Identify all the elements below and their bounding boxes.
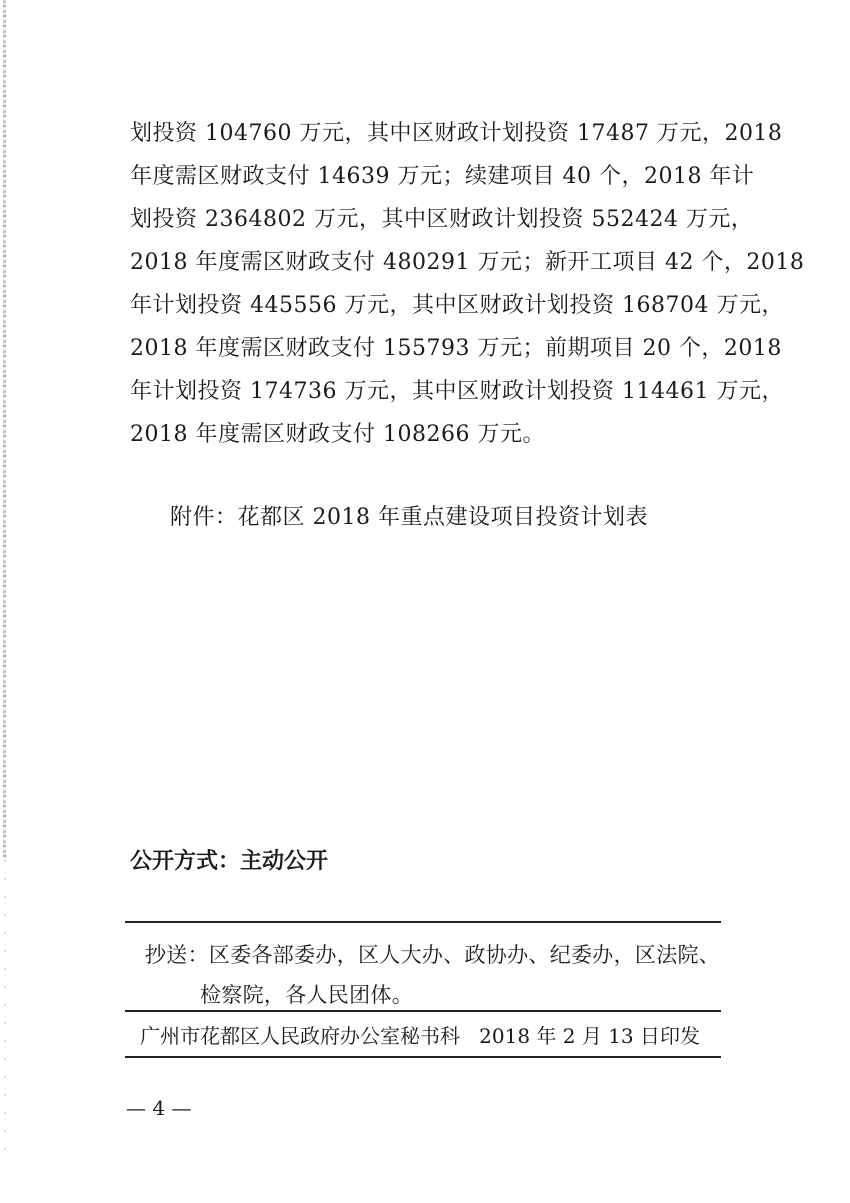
divider-middle [125, 1010, 721, 1012]
body-line: 2018 年度需区财政支付 480291 万元；新开工项目 42 个，2018 [130, 250, 805, 275]
cc-recipients [145, 935, 721, 1015]
body-line: 年计划投资 174736 万元，其中区财政计划投资 114461 万元， [130, 379, 784, 404]
divider-bottom [125, 1056, 721, 1058]
scan-binding-edge-lower [4, 860, 6, 1160]
body-line: 2018 年度需区财政支付 108266 万元。 [130, 422, 545, 447]
page-number: — 4 — [126, 1096, 192, 1120]
issuer-office: 广州市花都区人民政府办公室秘书科 [140, 1024, 460, 1048]
issue-date: 2018 年 2 月 13 日印发 [479, 1024, 700, 1048]
cc-line-2: 检察院，各人民团体。 [200, 983, 413, 1007]
disclosure-method: 公开方式：主动公开 [130, 849, 329, 874]
divider-top [125, 921, 721, 923]
scan-binding-edge [3, 0, 6, 860]
body-line: 划投资 104760 万元，其中区财政计划投资 17487 万元，2018 [130, 121, 783, 146]
issuer-row [140, 1018, 700, 1054]
body-paragraph [130, 112, 805, 456]
body-line: 年计划投资 445556 万元，其中区财政计划投资 168704 万元， [130, 293, 784, 318]
body-line: 年度需区财政支付 14639 万元；续建项目 40 个，2018 年计 [130, 164, 755, 189]
attachment-note: 附件：花都区 2018 年重点建设项目投资计划表 [170, 505, 648, 530]
cc-line-1: 抄送：区委各部委办，区人大办、政协办、纪委办，区法院、 [145, 943, 721, 967]
body-line: 2018 年度需区财政支付 155793 万元；前期项目 20 个，2018 [130, 336, 782, 361]
body-line: 划投资 2364802 万元，其中区财政计划投资 552424 万元， [130, 207, 754, 232]
